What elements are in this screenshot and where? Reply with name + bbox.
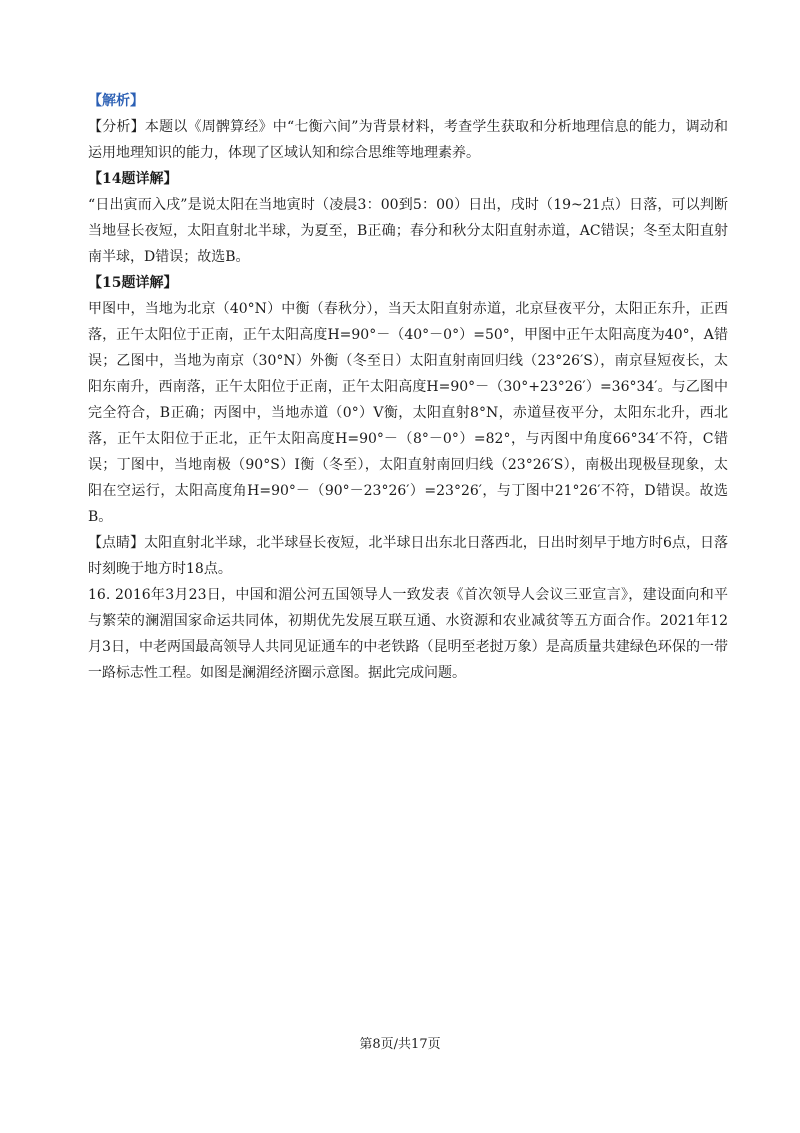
document-body — [88, 88, 728, 686]
q14-paragraph: “日出寅而入戌”是说太阳在当地寅时（凌晨3：00到5：00）日出，戌时（19~21点）日落，可以判断当地昼长夜短，太阳直射北半球，为夏至，B正确；春分和秋分太阳直射赤道，AC错误；冬至太阳直射南半球，D错误；故选B。 — [88, 197, 728, 265]
analysis-paragraph: 【分析】本题以《周髀算经》中“七衡六间”为背景材料，考查学生获取和分析地理信息的能力，调动和运用地理知识的能力，体现了区域认知和综合思维等地理素养。 — [88, 119, 728, 161]
analysis-heading: 【解析】 — [88, 93, 144, 109]
page-footer: 第8页/共17页 — [359, 1037, 441, 1052]
q15-heading: 【15题详解】 — [88, 275, 178, 291]
q16-paragraph: 16. 2016年3月23日，中国和湄公河五国领导人一致发表《首次领导人会议三亚宣言》，建设面向和平与繁荣的澜湄国家命运共同体，初期优先发展互联互通、水资源和农业减贫等五方面合作。2021年12月3日，中老两国最高领导人共同见证通车的中老铁路（昆明至老挝万象）是高质量共建绿色环保的一带一路标志性工程。如图是澜湄经济圈示意图。据此完成问题。 — [88, 587, 728, 681]
q15-paragraph: 甲图中，当地为北京（40°N）中衡（春秋分），当天太阳直射赤道，北京昼夜平分，太阳正东升，正西落，正午太阳位于正南，正午太阳高度H=90°－（40°－0°）=50°，甲图中正午太阳高度为40°，A错误；乙图中，当地为南京（30°N）外衡（冬至日）太阳直射南回归线（23°26′S），南京昼短夜长，太阳东南升，西南落，正午太阳位于正南，正午太阳高度H=90°－（30°+23°26′）=36°34′。与乙图中完全符合，B正确；丙图中，当地赤道（0°）V衡，太阳直射8°N，赤道昼夜平分，太阳东北升，西北落，正午太阳位于正北，正午太阳高度H=90°－（8°－0°）=82°，与丙图中角度66°34′不符，C错误；丁图中，当地南极（90°S）I衡（冬至），太阳直射南回归线（23°26′S），南极出现极昼现象，太阳在空运行，太阳高度角H=90°－（90°－23°26′）=23°26′，与丁图中21°26′不符，D错误。故选B。 — [88, 301, 728, 525]
tip-paragraph: 【点睛】太阳直射北半球，北半球昼长夜短，北半球日出东北日落西北，日出时刻早于地方时6点，日落时刻晚于地方时18点。 — [88, 535, 728, 577]
q14-heading: 【14题详解】 — [88, 171, 178, 187]
